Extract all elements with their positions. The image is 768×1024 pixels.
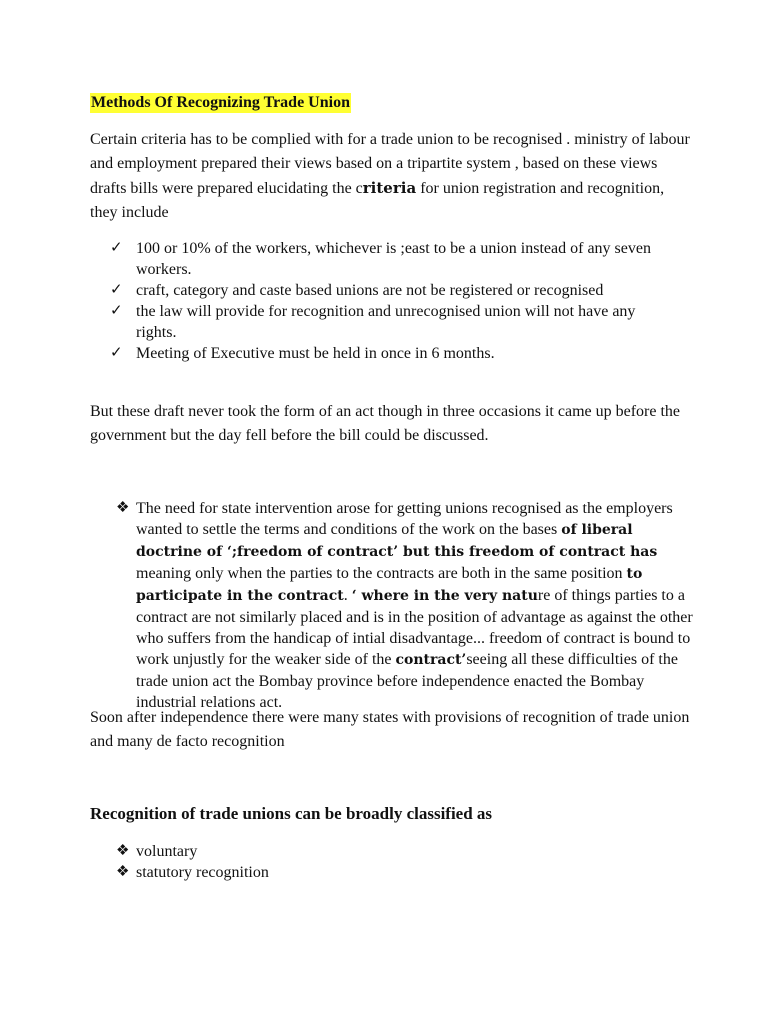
- criteria-list: [110, 238, 670, 364]
- list-item: [116, 862, 269, 883]
- list-item: [110, 343, 670, 364]
- independence-paragraph: Soon after independence there were many states with provisions of recognition of trade union and many de facto recognition: [90, 709, 690, 750]
- text-run: meaning only when the parties to the contracts are both in the same position: [136, 565, 627, 582]
- recognition-type-text: voluntary: [136, 843, 198, 860]
- criteria-item-text: craft, category and caste based unions are not be registered or recognised: [136, 282, 604, 299]
- bold-text-run: contract’: [395, 652, 467, 668]
- checkmark-icon: ✓: [110, 303, 123, 319]
- state-intervention-text: [136, 500, 693, 711]
- text-run: re of things parties to a contract are not similarly placed and is in the position of advantage as against the other who suffers from the handicap of intial disadvantage... freedom of contract is bound to work unjustly for the weaker side of the: [136, 587, 693, 668]
- bold-text-run: to participate in the contract: [136, 566, 643, 604]
- text-run: The need for state intervention arose for getting unions recognised as the employers wanted to settle the terms and conditions of the work on the bases: [136, 500, 673, 538]
- section-subheading: Recognition of trade unions can be broadly classified as: [90, 804, 493, 823]
- checkmark-icon: ✓: [110, 240, 123, 256]
- intro-paragraph: [90, 128, 690, 225]
- text-run: .: [343, 587, 352, 604]
- bold-text-run: of liberal doctrine of ‘;freedom of contract’ but this freedom of contract has: [136, 522, 658, 560]
- intro-text-after: for union registration and recognition, they include: [90, 180, 665, 221]
- list-item: [116, 841, 269, 862]
- criteria-item-text: 100 or 10% of the workers, whichever is ;east to be a union instead of any seven workers.: [136, 240, 651, 278]
- criteria-item-text: Meeting of Executive must be held in once in 6 months.: [136, 345, 495, 362]
- state-intervention-block: [116, 498, 696, 713]
- recognition-types-list: [116, 841, 269, 883]
- list-item: [110, 238, 670, 280]
- recognition-type-text: statutory recognition: [136, 864, 269, 881]
- intro-text-before: Certain criteria has to be complied with for a trade union to be recognised . ministry of labour and employment prepared their views based on a tripartite system , based on these views drafts bills were prepared elucidating the c: [90, 131, 690, 197]
- text-run: seeing all these difficulties of the trade union act the Bombay province before independence enacted the Bombay industrial relations act.: [136, 651, 678, 711]
- diamond-bullet-icon: ❖: [116, 864, 130, 880]
- bold-text-run: ‘ where in the very natu: [351, 588, 538, 604]
- draft-paragraph: But these draft never took the form of an act though in three occasions it came up before the government but the day fell before the bill could be discussed.: [90, 403, 681, 444]
- diamond-bullet-icon: ❖: [116, 500, 130, 516]
- checkmark-icon: ✓: [110, 345, 123, 361]
- diamond-bullet-icon: ❖: [116, 843, 130, 859]
- intro-bold-word: riteria: [362, 179, 417, 197]
- list-item: [116, 498, 696, 713]
- checkmark-icon: ✓: [110, 282, 123, 298]
- criteria-item-text: the law will provide for recognition and unrecognised union will not have any rights.: [136, 303, 636, 341]
- page-heading: Methods Of Recognizing Trade Union: [91, 94, 350, 111]
- list-item: [110, 301, 670, 343]
- list-item: [110, 280, 670, 301]
